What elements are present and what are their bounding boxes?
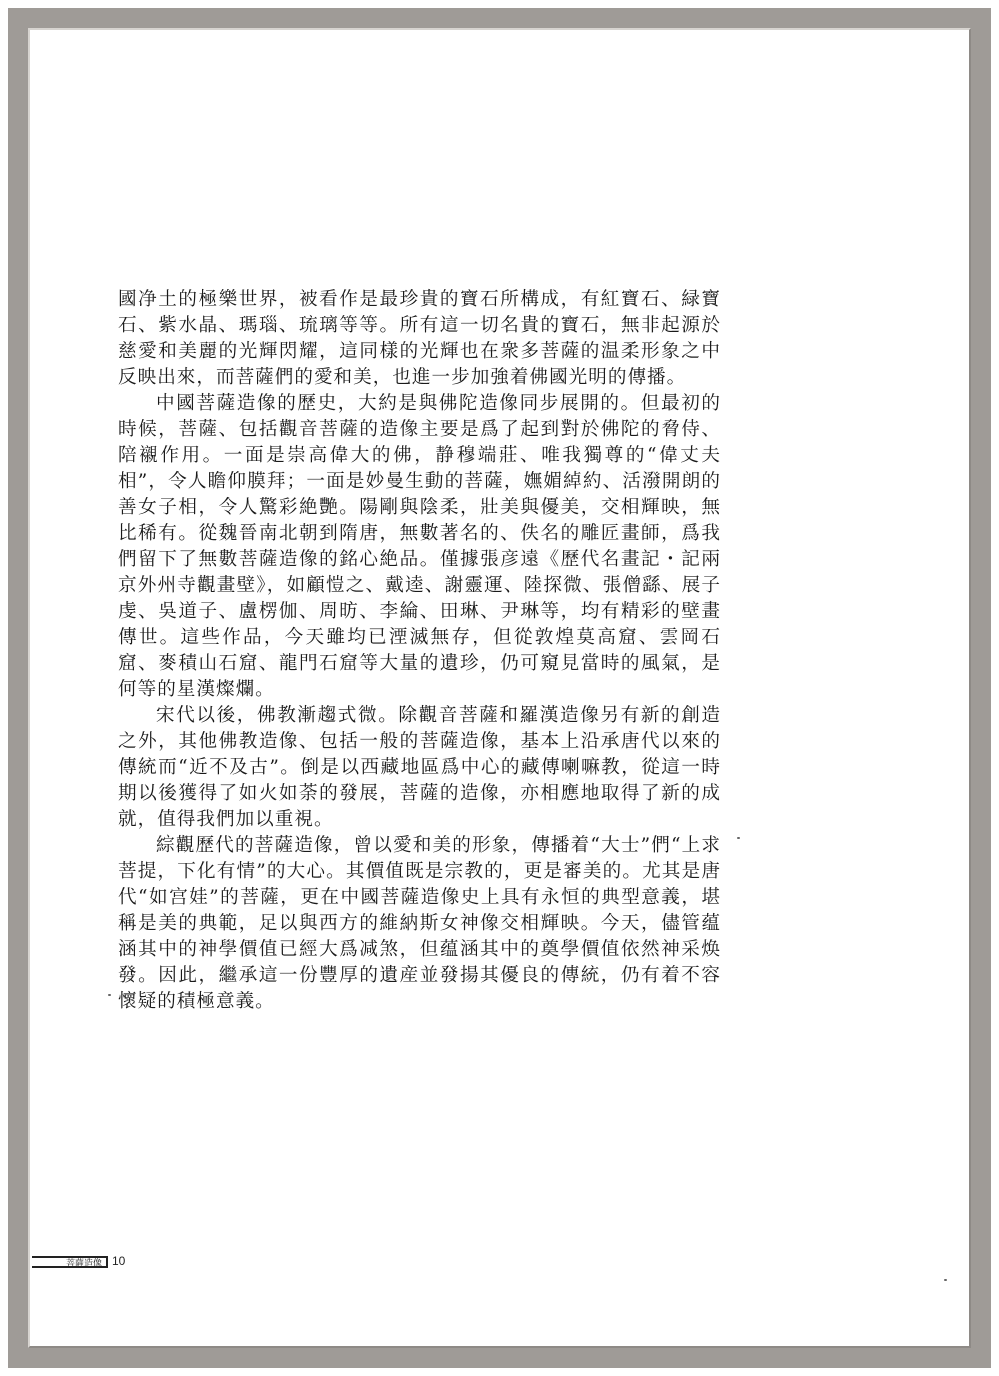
document-body: [118, 287, 721, 1015]
scan-speck: [737, 837, 740, 839]
paragraph: 宋代以後，佛教漸趨式微。除觀音菩薩和羅漢造像另有新的創造之外，其他佛教造像、包括一般的菩薩造像，基本上沿承唐代以來的傳統而“近不及古”。倒是以西藏地區爲中心的藏傳喇嘛教，從這一時期以後獲得了如火如荼的發展，菩薩的造像，亦相應地取得了新的成就，值得我們加以重視。: [118, 705, 721, 830]
page-number: 10: [112, 1254, 126, 1268]
paragraph: 綜觀歷代的菩薩造像，曾以愛和美的形象，傳播着“大士”們“上求菩提，下化有情”的大心。其價值既是宗教的，更是審美的。尤其是唐代“如宫娃”的菩薩，更在中國菩薩造像史上具有永恒的典型意義，堪稱是美的典範，足以與西方的維納斯女神像交相輝映。今天，儘管蕴涵其中的神學價值已經大爲减煞，但蕴涵其中的奠學價值依然神采焕發。因此，繼承這一份豐厚的遺産並發揚其優良的傳統，仍有着不容懷疑的積極意義。: [118, 835, 721, 1012]
scan-speck: [944, 1279, 947, 1281]
running-title: 菩薩造像: [32, 1256, 108, 1268]
paragraph: 中國菩薩造像的歷史，大約是與佛陀造像同步展開的。但最初的時候，菩薩、包括觀音菩薩的造像主要是爲了起到對於佛陀的脅侍、陪襯作用。一面是崇高偉大的佛，静穆端莊、唯我獨尊的“偉丈夫相”，令人瞻仰膜拜；一面是妙曼生動的菩薩，嫵媚綽約、活潑開朗的善女子相，令人驚彩絶艷。陽剛與陰柔，壯美與優美，交相輝映，無比稀有。從魏晉南北朝到隋唐，無數著名的、佚名的雕匠畫師，爲我們留下了無數菩薩造像的銘心絶品。僅據張彦遠《歷代名畫記・記兩京外州寺觀畫壁》，如顧愷之、戴逵、謝靈運、陸探微、張僧繇、展子虔、吳道子、盧楞伽、周昉、李綸、田琳、尹琳等，均有精彩的壁畫傳世。這些作品，今天雖均已湮滅無存，但從敦煌莫高窟、雲岡石窟、麥積山石窟、龍門石窟等大量的遺珍，仍可窺見當時的風氣，是何等的星漢燦爛。: [118, 393, 721, 700]
paragraph: 國净土的極樂世界，被看作是最珍貴的寶石所構成，有紅寶石、緑寶石、紫水晶、瑪瑙、琉璃等等。所有這一切名貴的寶石，無非起源於慈愛和美麗的光輝閃耀，這同樣的光輝也在衆多菩薩的温柔形象之中反映出來，而菩薩們的愛和美，也進一步加強着佛國光明的傳播。: [118, 289, 721, 388]
scan-speck: [108, 994, 111, 996]
page-footer: [32, 1254, 125, 1268]
